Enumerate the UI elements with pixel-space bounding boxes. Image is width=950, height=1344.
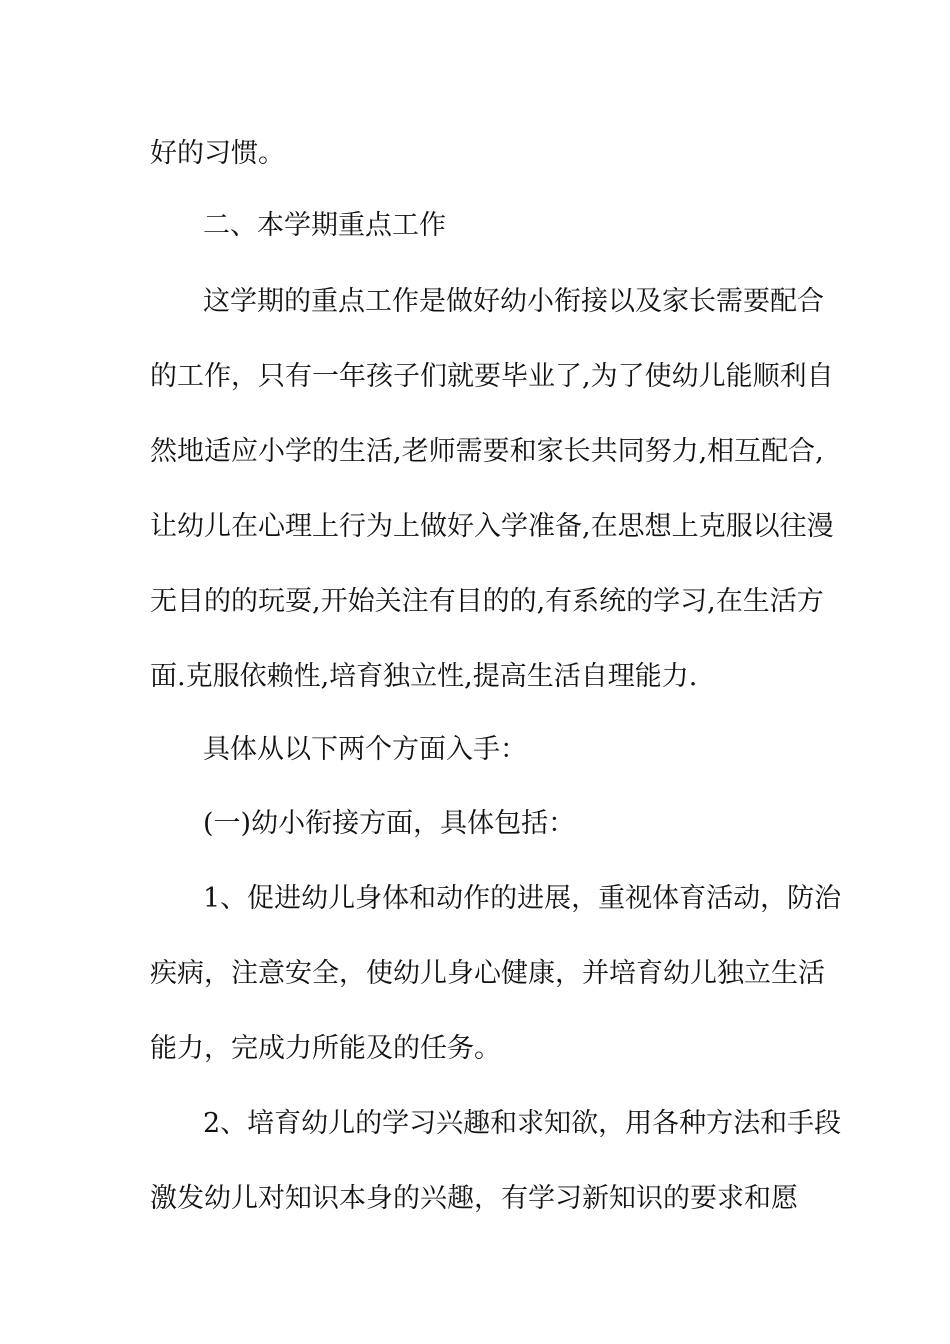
text-line: 的工作，只有一年孩子们就要毕业了,为了使幼儿能顺利自 — [150, 361, 834, 392]
list-item-line: 疾病，注意安全，使幼儿身心健康，并培育幼儿独立生活 — [150, 958, 825, 989]
text-line: 面.克服依赖性,培育独立性,提高生活自理能力. — [150, 661, 698, 692]
list-item-line: 1、促进幼儿身体和动作的进展，重视体育活动，防治 — [203, 883, 842, 914]
text-line: 然地适应小学的生活,老师需要和家长共同努力,相互配合, — [150, 436, 824, 467]
text-line: 无目的的玩耍,开始关注有目的的,有系统的学习,在生活方 — [150, 586, 824, 617]
list-item-line: 激发幼儿对知识本身的兴趣，有学习新知识的要求和愿 — [150, 1183, 798, 1214]
list-item-line: 2、培育幼儿的学习兴趣和求知欲，用各种方法和手段 — [203, 1108, 842, 1139]
text-line: 具体从以下两个方面入手： — [203, 734, 527, 765]
text-line: 让幼儿在心理上行为上做好入学准备,在思想上克服以往漫 — [150, 511, 834, 542]
text-line: 这学期的重点工作是做好幼小衔接以及家长需要配合 — [203, 286, 824, 317]
section-heading: 二、本学期重点工作 — [203, 210, 446, 241]
text-line: 好的习惯。 — [150, 138, 285, 169]
list-item-line: 能力，完成力所能及的任务。 — [150, 1033, 501, 1064]
subsection-heading: (一)幼小衔接方面，具体包括： — [203, 808, 576, 839]
